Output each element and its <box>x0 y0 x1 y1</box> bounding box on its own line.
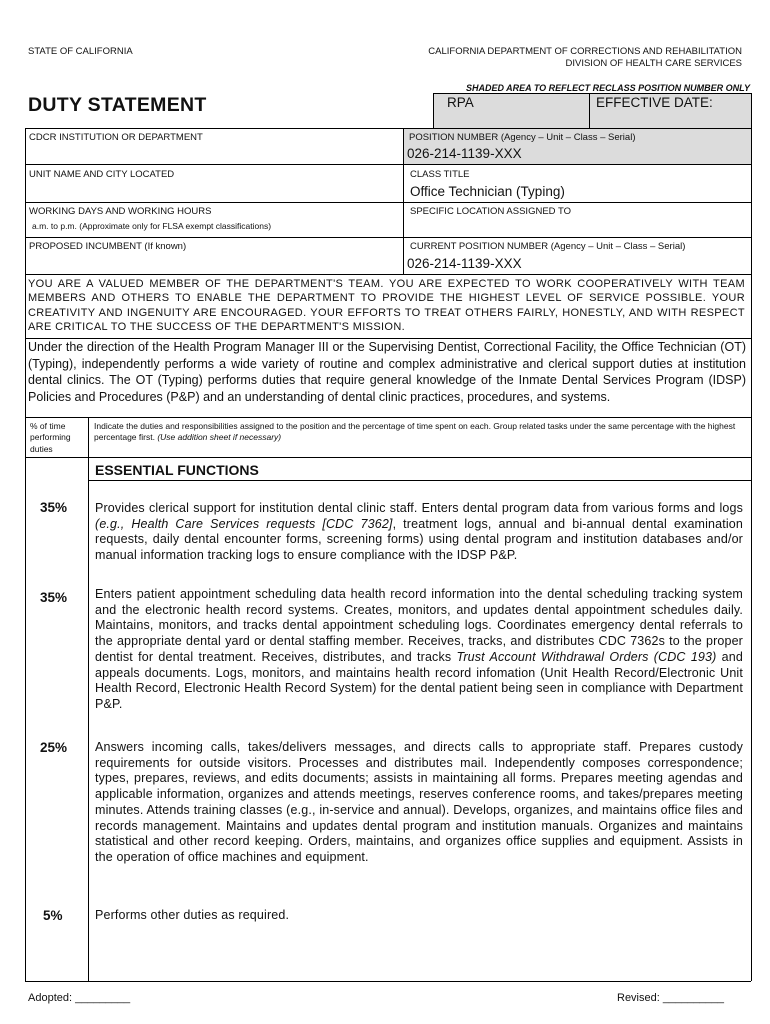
adopted-field[interactable]: Adopted: _________ <box>28 992 131 1004</box>
rpa-label: RPA <box>447 95 474 110</box>
task-3-description: Answers incoming calls, takes/delivers messages, and directs calls to appropriate staff. Prepares custody requirements for outside visitors. Processes and distributes mail. Independently composes correspondence; types, prepares, reviews, and edits documents; assists in maintaining all forms. Prepares meeting agendas and applicable information, organizes and attends meetings, reserves conference rooms, and takes/prepares meeting minutes. Attends training classes (e.g., in-service and annual). Develops, organizes, and maintains office files and records management. Maintains and updates dental program and institution manuals. Organizes and maintains statistical and other record keeping. Orders, maintains, and organizes office supplies and equipment. Assists in the operation of office machines and equipment. <box>95 740 743 864</box>
page-title: DUTY STATEMENT <box>28 94 207 116</box>
current-position-label: CURRENT POSITION NUMBER (Agency – Unit – Class – Serial) <box>410 241 686 252</box>
working-days-label: WORKING DAYS AND WORKING HOURS <box>29 206 212 217</box>
shaded-area-note: SHADED AREA TO REFLECT RECLASS POSITION NUMBER ONLY <box>465 83 750 93</box>
task-4-percentage: 5% <box>43 908 63 923</box>
team-statement: YOU ARE A VALUED MEMBER OF THE DEPARTMENT'S TEAM. YOU ARE EXPECTED TO WORK COOPERATIVELY WITH TEAM MEMBERS AND OTHERS TO ENABLE THE DEPARTMENT TO PROVIDE THE HIGHEST LEVEL OF SERVICE POSSIBLE. YOUR CREATIVITY AND INGENUITY ARE ENCOURAGED. YOUR EFFORTS TO TREAT OTHERS FAIRLY, HONESTLY, AND WITH RESPECT ARE CRITICAL TO THE SUCCESS OF THE DEPARTMENT'S MISSION. <box>28 278 745 333</box>
working-hours-note: a.m. to p.m. (Approximate only for FLSA exempt classifications) <box>32 221 272 231</box>
task-1-percentage: 35% <box>40 500 68 515</box>
unit-label: UNIT NAME AND CITY LOCATED <box>29 169 175 180</box>
essential-functions-title: ESSENTIAL FUNCTIONS <box>95 462 259 478</box>
specific-location-label: SPECIFIC LOCATION ASSIGNED TO <box>410 206 572 217</box>
effective-date-label: EFFECTIVE DATE: <box>596 95 713 110</box>
task-3-percentage: 25% <box>40 740 68 755</box>
incumbent-label: PROPOSED INCUMBENT (If known) <box>29 241 187 252</box>
state-label: STATE OF CALIFORNIA <box>28 46 133 57</box>
task-1-description: Provides clerical support for institution dental clinic staff. Enters dental program data from various forms and logs (e.g., Health Care Services requests [CDC 7362], treatment logs, annual and bi-annual dental examination requests, daily dental encounter forms, screening forms) using dental program and institution databases and/or manual information tracking logs to ensure compliance with the IDSP P&P. <box>95 501 743 563</box>
instructions-main: Indicate the duties and responsibilities assigned to the position and the percentage of time spent on each. Group related tasks under the same percentage with the highest percentage first. <box>94 421 736 443</box>
department-line-2: DIVISION OF HEALTH CARE SERVICES <box>565 58 742 69</box>
position-number-value: 026-214-1139-XXX <box>407 146 522 161</box>
department-heading <box>380 46 742 70</box>
instructions-italic: (Use addition sheet if necessary) <box>157 432 282 443</box>
current-position-value: 026-214-1139-XXX <box>407 256 522 271</box>
task-2-description: Enters patient appointment scheduling data health record information into the dental scheduling tracking system and the electronic health record systems. Creates, monitors, and updates dental appointment schedules daily. Maintains, monitors, and tracks dental appointment scheduling logs. Coordinates emergency dental referrals to the appropriate dental yard or dental staffing member. Receives, tracks, and distributes CDC 7362s to the proper dentist for dental treatment. Receives, distributes, and tracks Trust Account Withdrawal Orders (CDC 193) and appeals documents. Logs, monitors, and maintains health record infomation (Unit Health Record/Electronic Unit Health Record, Electronic Health Record System) for the dental patient being seen in compliance with Department P&P. <box>95 587 743 711</box>
position-number-label: POSITION NUMBER (Agency – Unit – Class – Serial) <box>409 132 636 143</box>
duties-instructions <box>94 421 744 444</box>
task-4-description: Performs other duties as required. <box>95 908 290 922</box>
revised-field[interactable]: Revised: __________ <box>617 992 725 1004</box>
department-line-1: CALIFORNIA DEPARTMENT OF CORRECTIONS AND REHABILITATION <box>428 46 742 57</box>
task-2-percentage: 35% <box>40 590 68 605</box>
institution-label: CDCR INSTITUTION OR DEPARTMENT <box>29 132 203 143</box>
class-title-label: CLASS TITLE <box>410 169 470 180</box>
intro-paragraph: Under the direction of the Health Program Manager III or the Supervising Dentist, Correctional Facility, the Office Technician (OT) (Typing), independently performs a wide variety of routine and complex administrative and clerical support duties at institution dental clinics. The OT (Typing) performs duties that require general knowledge of the Inmate Dental Services Program (IDSP) Policies and Procedures (P&P) and an understanding of dental clinic practices, procedures, and systems. <box>28 340 746 404</box>
class-title-value: Office Technician (Typing) <box>410 184 565 199</box>
pct-time-header: % of time performing duties <box>30 421 71 454</box>
